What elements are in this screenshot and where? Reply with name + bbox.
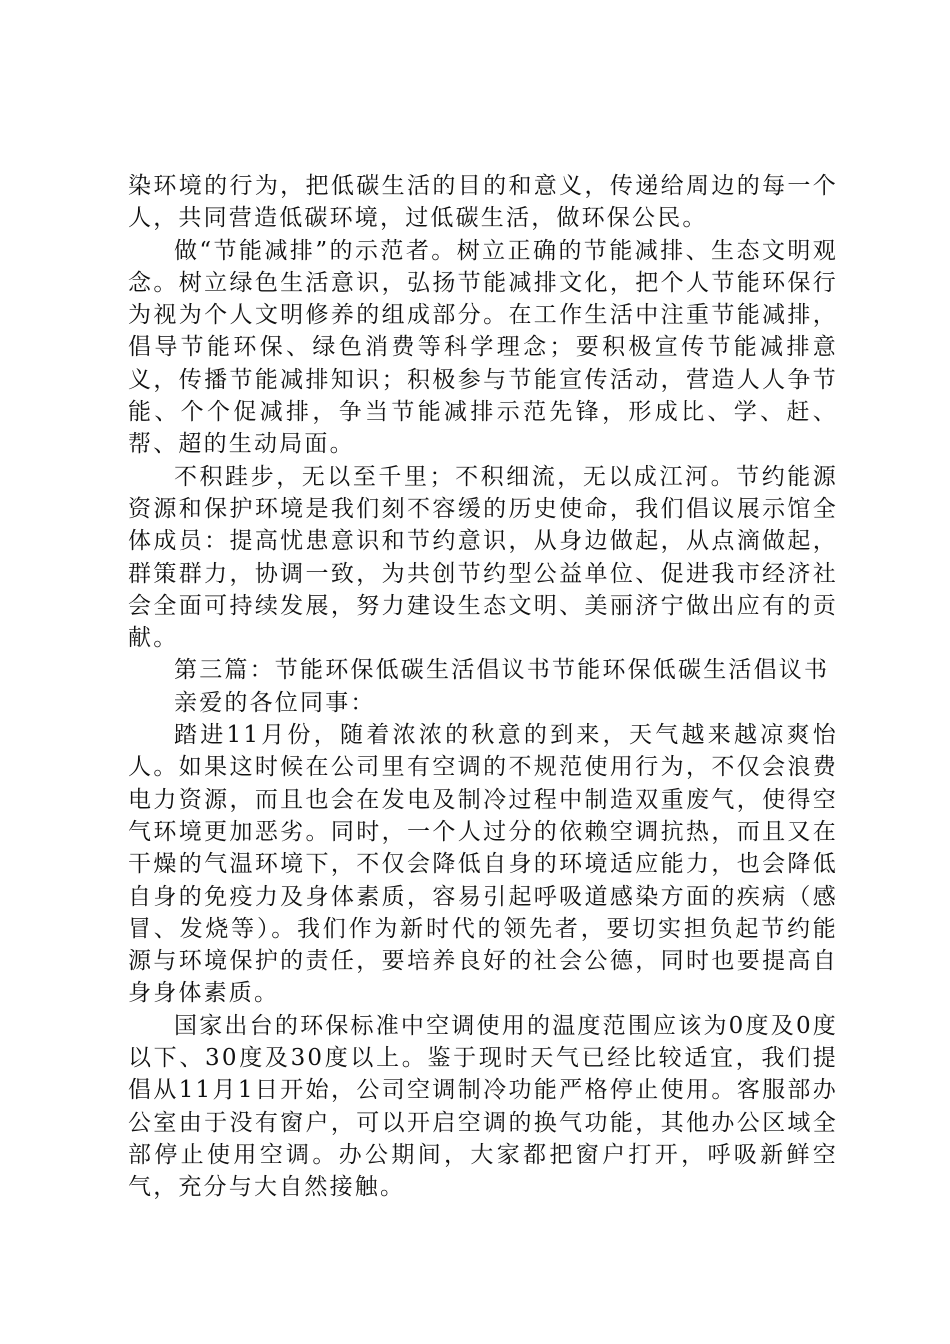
paragraph-national-standard: 国家出台的环保标准中空调使用的温度范围应该为0度及0度以下、30度及30度以上。鉴于现时天气已经比较适宜，我们提倡从11月1日开始，公司空调制冷功能严格停止使用。客服部办公室由于没有窗户，可以开启空调的换气功能，其他办公区域全部停止使用空调。办公期间，大家都把窗户打开，呼吸新鲜空气，充分与大自然接触。 (128, 1012, 838, 1201)
section-heading-part-three: 第三篇：节能环保低碳生活倡议书节能环保低碳生活倡议书 (174, 657, 830, 684)
paragraph-november-air-conditioning: 踏进11月份，随着浓浓的秋意的到来，天气越来越凉爽怡人。如果这时候在公司里有空调的不规范使用行为，不仅会浪费电力资源，而且也会在发电及制冷过程中制造双重废气，使得空气环境更加恶劣。同时，一个人过分的依赖空调抗热，而且又在干燥的气温环境下，不仅会降低自身的环境适应能力，也会降低自身的免疫力及身体素质，容易引起呼吸道感染方面的疾病（感冒、发烧等）。我们作为新时代的领先者，要切实担负起节约能源与环境保护的责任，要培养良好的社会公德，同时也要提高自身身体素质。 (128, 722, 838, 1007)
document-body (128, 170, 838, 1204)
salutation: 亲爱的各位同事： (174, 689, 376, 716)
paragraph-continued: 染环境的行为，把低碳生活的目的和意义，传递给周边的每一个人，共同营造低碳环境，过低碳生活，做环保公民。 (128, 173, 838, 232)
paragraph-call-to-action: 不积跬步，无以至千里；不积细流，无以成江河。节约能源资源和保护环境是我们刻不容缓的历史使命，我们倡议展示馆全体成员：提高忧患意识和节约意识，从身边做起，从点滴做起，群策群力，协调一致，为共创节约型公益单位、促进我市经济社会全面可持续发展，努力建设生态文明、美丽济宁做出应有的贡献。 (128, 463, 838, 652)
paragraph-energy-saving-model: 做“节能减排”的示范者。树立正确的节能减排、生态文明观念。树立绿色生活意识，弘扬节能减排文化，把个人节能环保行为视为个人文明修养的组成部分。在工作生活中注重节能减排，倡导节能环保、绿色消费等科学理念；要积极宣传节能减排意义，传播节能减排知识；积极参与节能宣传活动，营造人人争节能、个个促减排，争当节能减排示范先锋，形成比、学、赶、帮、超的生动局面。 (128, 237, 838, 458)
